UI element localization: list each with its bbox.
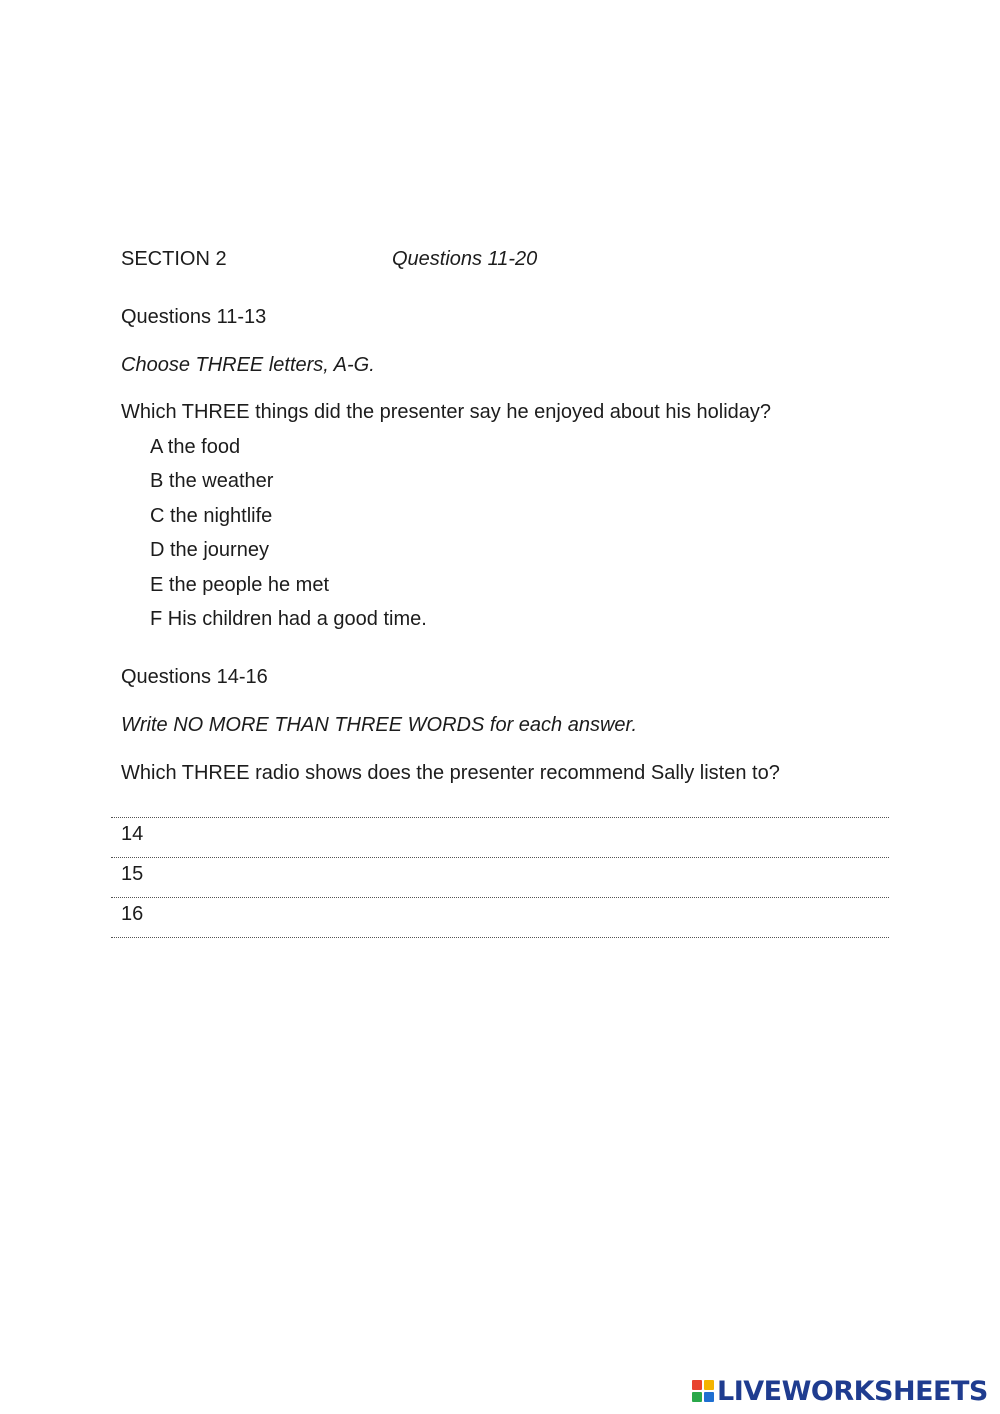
answer-row-16[interactable]: [111, 897, 889, 938]
questions-14-16-instruction: Write NO MORE THAN THREE WORDS for each answer.: [121, 714, 637, 736]
answer-table: [111, 817, 889, 938]
section-question-range: Questions 11-20: [392, 248, 538, 270]
liveworksheets-logo: [692, 1374, 988, 1408]
logo-square-icon: [692, 1380, 702, 1390]
logo-square-icon: [692, 1392, 702, 1402]
questions-14-16-prompt: Which THREE radio shows does the presenter recommend Sally listen to?: [121, 762, 780, 784]
answer-row-15[interactable]: [111, 857, 889, 897]
option-a: A the food: [150, 436, 241, 458]
questions-14-16-heading: Questions 14-16: [121, 666, 268, 688]
logo-grid-icon: [692, 1380, 714, 1402]
answer-row-14[interactable]: [111, 817, 889, 857]
section-label: SECTION 2: [121, 248, 227, 270]
option-d: D the journey: [150, 539, 269, 561]
questions-11-13-prompt: Which THREE things did the presenter say he enjoyed about his holiday?: [121, 401, 772, 423]
questions-11-13-heading: Questions 11-13: [121, 306, 267, 328]
logo-square-icon: [704, 1392, 714, 1402]
option-c: C the nightlife: [150, 505, 273, 527]
answer-number: 14: [121, 823, 144, 845]
logo-text: LIVEWORKSHEETS: [717, 1375, 988, 1407]
option-b: B the weather: [150, 470, 274, 492]
questions-11-13-instruction: Choose THREE letters, A-G.: [121, 354, 375, 376]
option-f: F His children had a good time.: [150, 608, 427, 630]
answer-number: 15: [121, 863, 144, 885]
option-e: E the people he met: [150, 574, 330, 596]
logo-square-icon: [704, 1380, 714, 1390]
answer-number: 16: [121, 903, 144, 925]
